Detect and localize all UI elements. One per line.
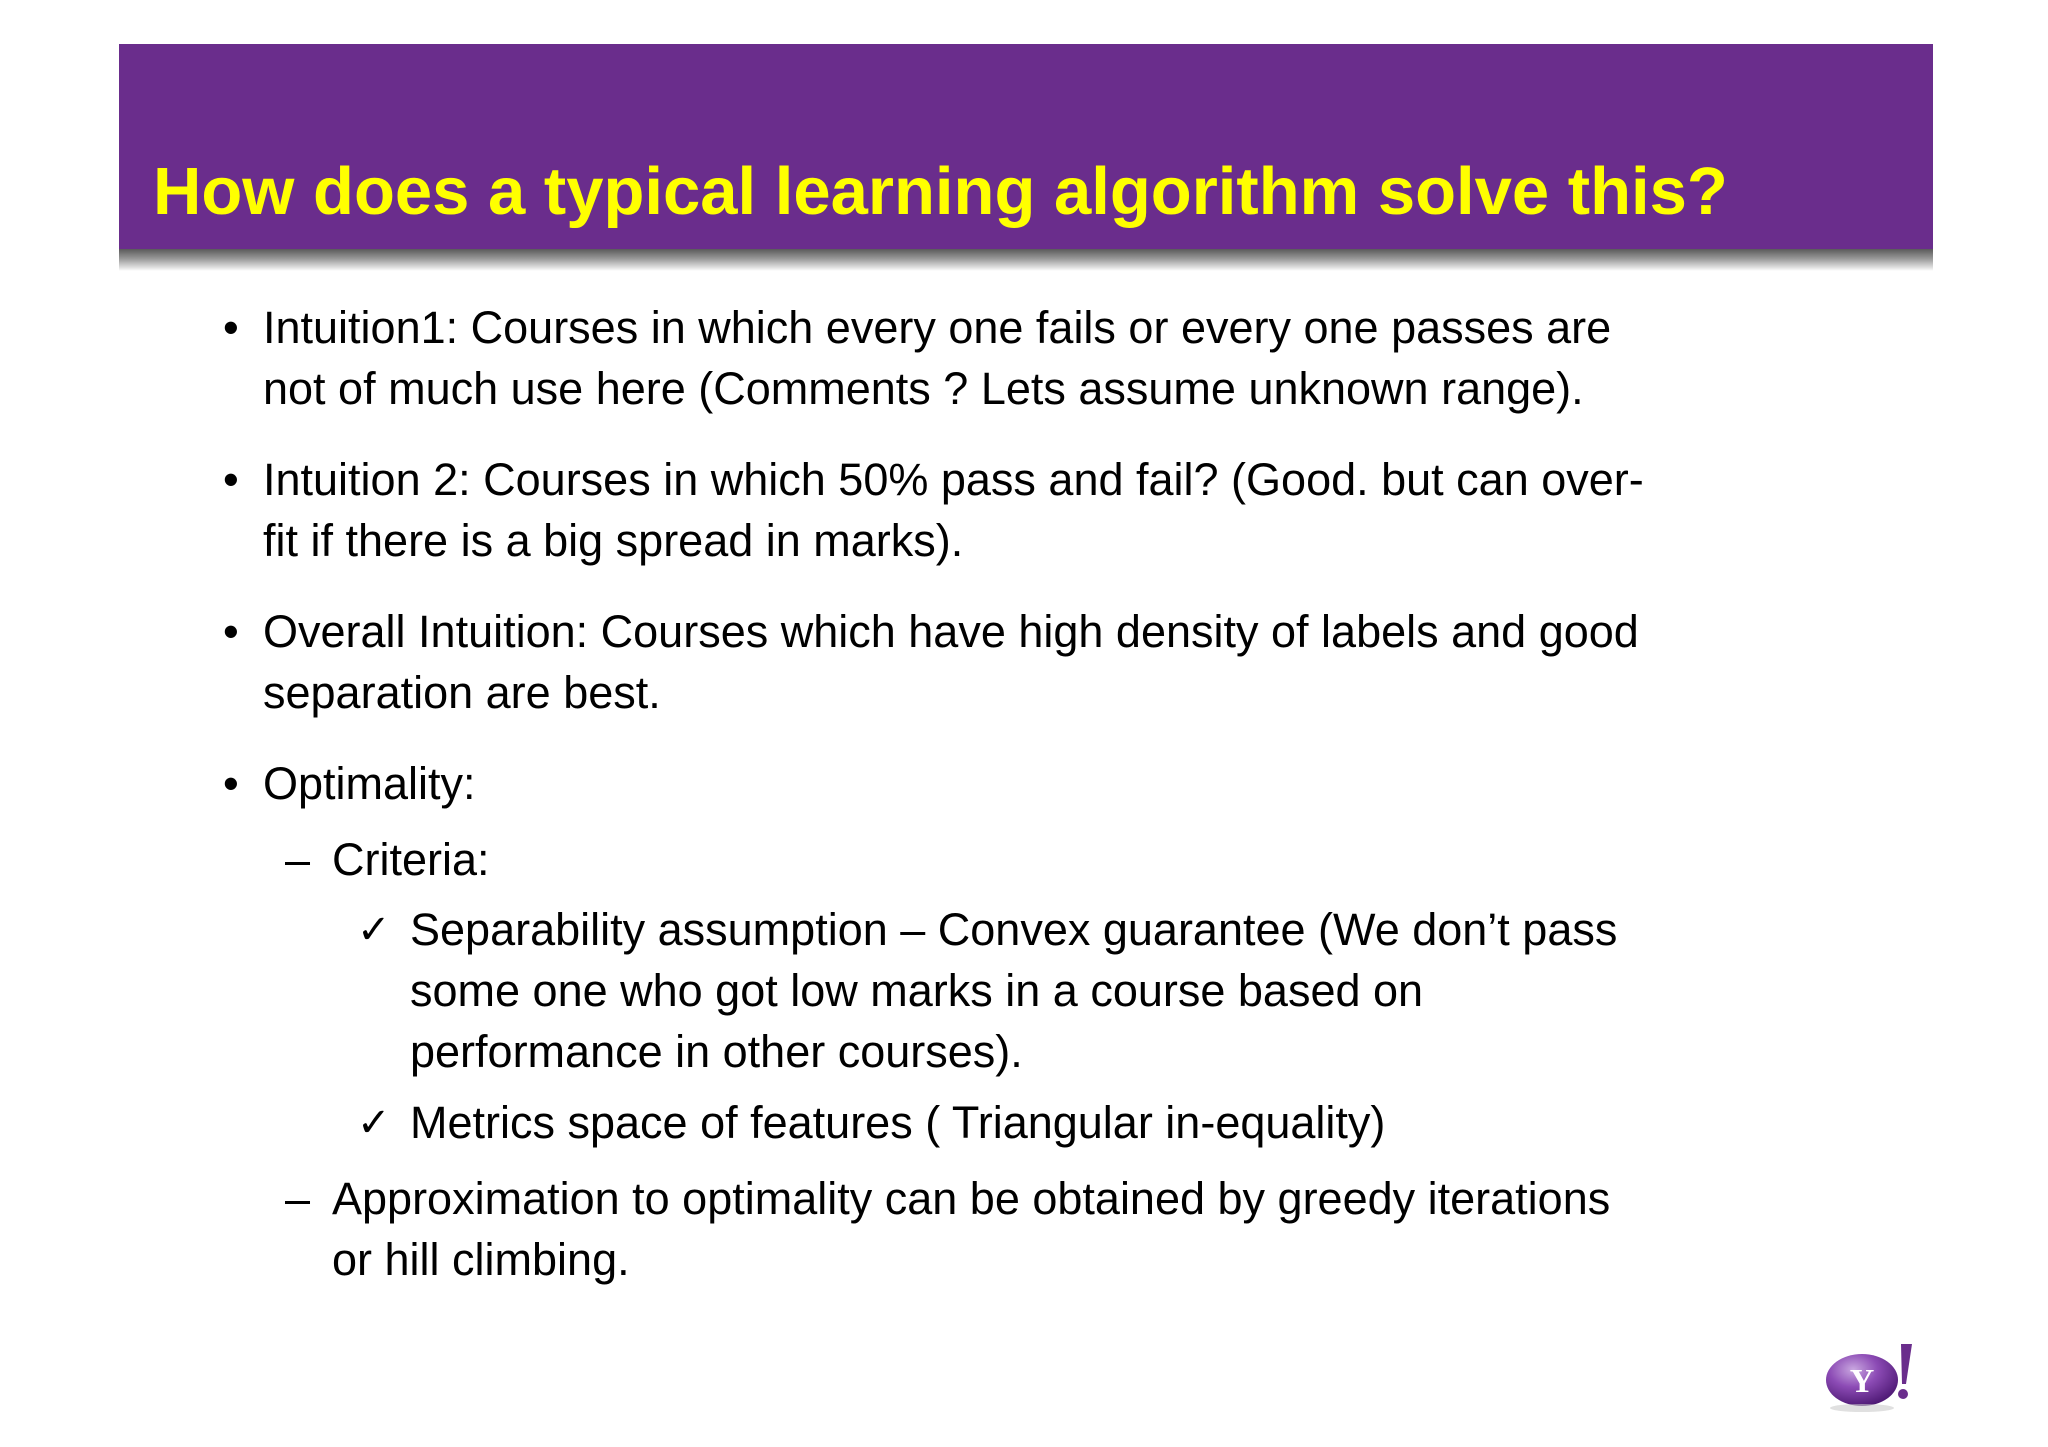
bullet-3-line-1: Overall Intuition: Courses which have high density of labels and good xyxy=(263,606,1639,657)
check-1-line-3: performance in other courses). xyxy=(410,1026,1023,1077)
bullet-marker: • xyxy=(223,454,239,505)
check-1-line-1: Separability assumption – Convex guarantee (We don’t pass xyxy=(410,904,1618,955)
check-2-line-1: Metrics space of features ( Triangular in-equality) xyxy=(410,1097,1386,1148)
bullet-2-line-1: Intuition 2: Courses in which 50% pass and fail? (Good. but can over- xyxy=(263,454,1644,505)
checkmark-icon: ✓ xyxy=(357,907,391,953)
sub-criteria-line-1: Criteria: xyxy=(332,834,490,885)
bullet-2-line-2: fit if there is a big spread in marks). xyxy=(263,515,964,566)
yahoo-logo-icon xyxy=(1822,1336,1918,1416)
svg-text:Y: Y xyxy=(1849,1363,1875,1400)
dash-marker: – xyxy=(285,834,311,885)
sub-approximation-line-1: Approximation to optimality can be obtained by greedy iterations xyxy=(332,1173,1611,1224)
checkmark-icon: ✓ xyxy=(357,1100,391,1146)
slide-title: How does a typical learning algorithm solve this? xyxy=(153,154,1728,229)
check-1-line-2: some one who got low marks in a course based on xyxy=(410,965,1424,1016)
bullet-marker: • xyxy=(223,758,239,809)
bullet-1-line-1: Intuition1: Courses in which every one fails or every one passes are xyxy=(263,302,1612,353)
bullet-4-line-1: Optimality: xyxy=(263,758,476,809)
bullet-marker: • xyxy=(223,302,239,353)
bullet-marker: • xyxy=(223,606,239,657)
bullet-1-line-2: not of much use here (Comments ? Lets assume unknown range). xyxy=(263,363,1584,414)
bullet-3-line-2: separation are best. xyxy=(263,667,661,718)
sub-approximation-line-2: or hill climbing. xyxy=(332,1234,630,1285)
dash-marker: – xyxy=(285,1173,311,1224)
